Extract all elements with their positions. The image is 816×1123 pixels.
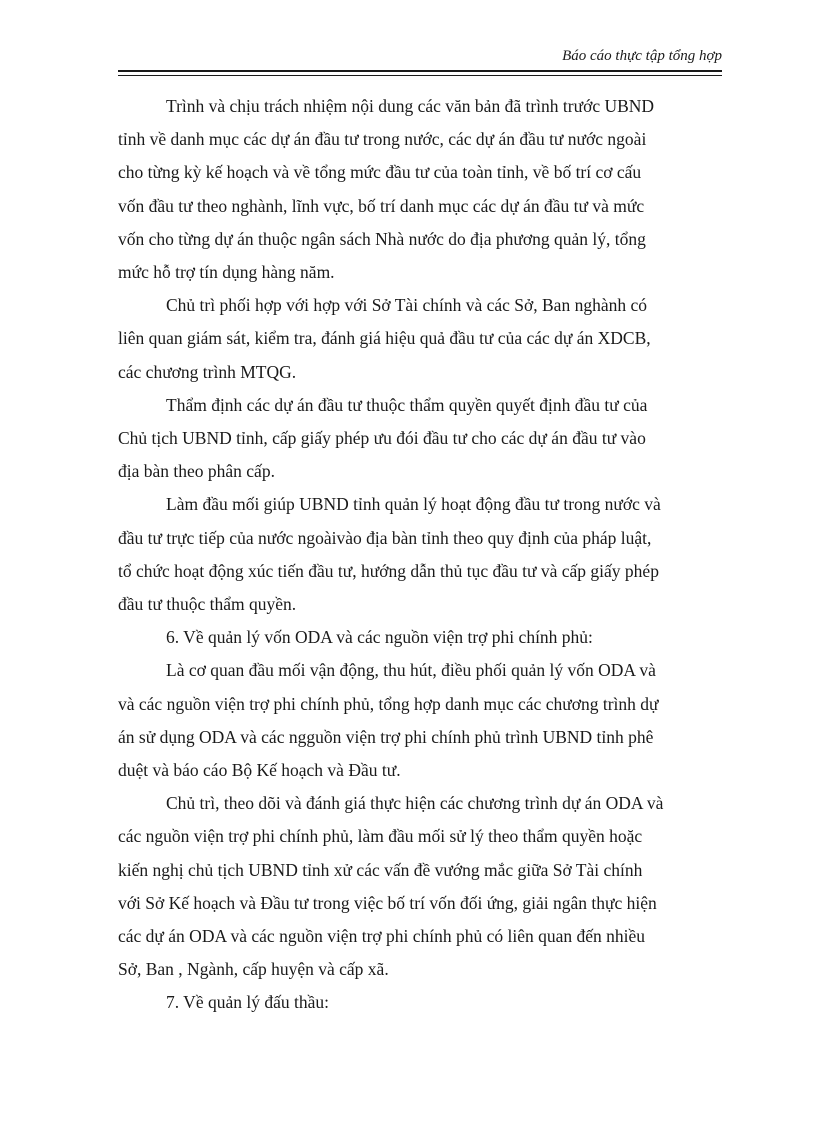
paragraph	[118, 488, 720, 621]
text-line: các dự án ODA và các nguồn viện trợ phi chính phủ có liên quan đến nhiều	[118, 926, 646, 947]
text-line: với Sở Kế hoạch và Đầu tư trong việc bố trí vốn đối ứng, giải ngân thực hiện	[118, 892, 657, 913]
text-line: Là cơ quan đầu mối vận động, thu hút, điều phối quản lý vốn ODA và	[166, 660, 656, 681]
text-line: Chủ trì, theo dõi và đánh giá thực hiện các chương trình dự án ODA và	[166, 793, 664, 814]
text-line: Sở, Ban , Ngành, cấp huyện và cấp xã.	[118, 959, 389, 980]
text-line: đầu tư thuộc thẩm quyền.	[118, 594, 297, 615]
text-line: liên quan giám sát, kiểm tra, đánh giá hiệu quả đầu tư của các dự án XDCB,	[118, 328, 651, 349]
text-line: kiến nghị chủ tịch UBND tỉnh xử các vấn đề vướng mắc giữa Sở Tài chính	[118, 859, 643, 880]
text-line: tổ chức hoạt động xúc tiến đầu tư, hướng dẫn thủ tục đầu tư và cấp giấy phép	[118, 560, 659, 581]
paragraph	[118, 621, 720, 654]
text-line: Thẩm định các dự án đầu tư thuộc thẩm quyền quyết định đầu tư của	[166, 394, 648, 415]
document-body	[118, 90, 720, 1020]
text-line: Trình và chịu trách nhiệm nội dung các văn bản đã trình trước UBND	[166, 96, 655, 116]
text-line: địa bàn theo phân cấp.	[118, 461, 275, 482]
text-line: Chủ tịch UBND tỉnh, cấp giấy phép ưu đói đầu tư cho các dự án đầu tư vào	[118, 428, 646, 449]
paragraph	[118, 654, 720, 787]
paragraph	[118, 986, 720, 1019]
paragraph	[118, 90, 720, 289]
text-line: mức hỗ trợ tín dụng hàng năm.	[118, 262, 335, 283]
header-rule-thin	[118, 75, 722, 76]
page-header-title: Báo cáo thực tập tổng hợp	[562, 48, 722, 64]
text-line: án sử dụng ODA và các ngguồn viện trợ phi chính phủ trình UBND tỉnh phê	[118, 726, 654, 747]
paragraph	[118, 787, 720, 986]
text-line: Chủ trì phối hợp với hợp với Sở Tài chính và các Sở, Ban nghành có	[166, 295, 647, 316]
text-line: vốn cho từng dự án thuộc ngân sách Nhà nước do địa phương quản lý, tổng	[118, 228, 646, 249]
text-line: duệt và báo cáo Bộ Kế hoạch và Đầu tư.	[118, 760, 401, 781]
text-line: 7. Về quản lý đấu thầu:	[166, 992, 329, 1013]
text-line: tỉnh về danh mục các dự án đầu tư trong nước, các dự án đầu tư nước ngoài	[118, 129, 647, 150]
text-line: đầu tư trực tiếp của nước ngoàivào địa bàn tỉnh theo quy định của pháp luật,	[118, 527, 652, 548]
text-line: 6. Về quản lý vốn ODA và các nguồn viện trợ phi chính phủ:	[166, 627, 593, 648]
text-line: các chương trình MTQG.	[118, 361, 297, 382]
paragraph	[118, 389, 720, 489]
text-line: và các nguồn viện trợ phi chính phủ, tổng hợp danh mục các chương trình dự	[118, 693, 659, 714]
paragraph	[118, 289, 720, 389]
text-line: Làm đầu mối giúp UBND tỉnh quản lý hoạt động đầu tư trong nước và	[166, 494, 661, 515]
text-line: cho từng kỳ kế hoạch và về tổng mức đầu tư của toàn tỉnh, về bố trí cơ cấu	[118, 162, 642, 183]
text-line: vốn đầu tư theo nghành, lĩnh vực, bố trí danh mục các dự án đầu tư và mức	[118, 195, 645, 216]
header-rule-thick	[118, 70, 722, 72]
text-line: các nguồn viện trợ phi chính phủ, làm đầu mối sử lý theo thẩm quyền hoặc	[118, 826, 643, 847]
